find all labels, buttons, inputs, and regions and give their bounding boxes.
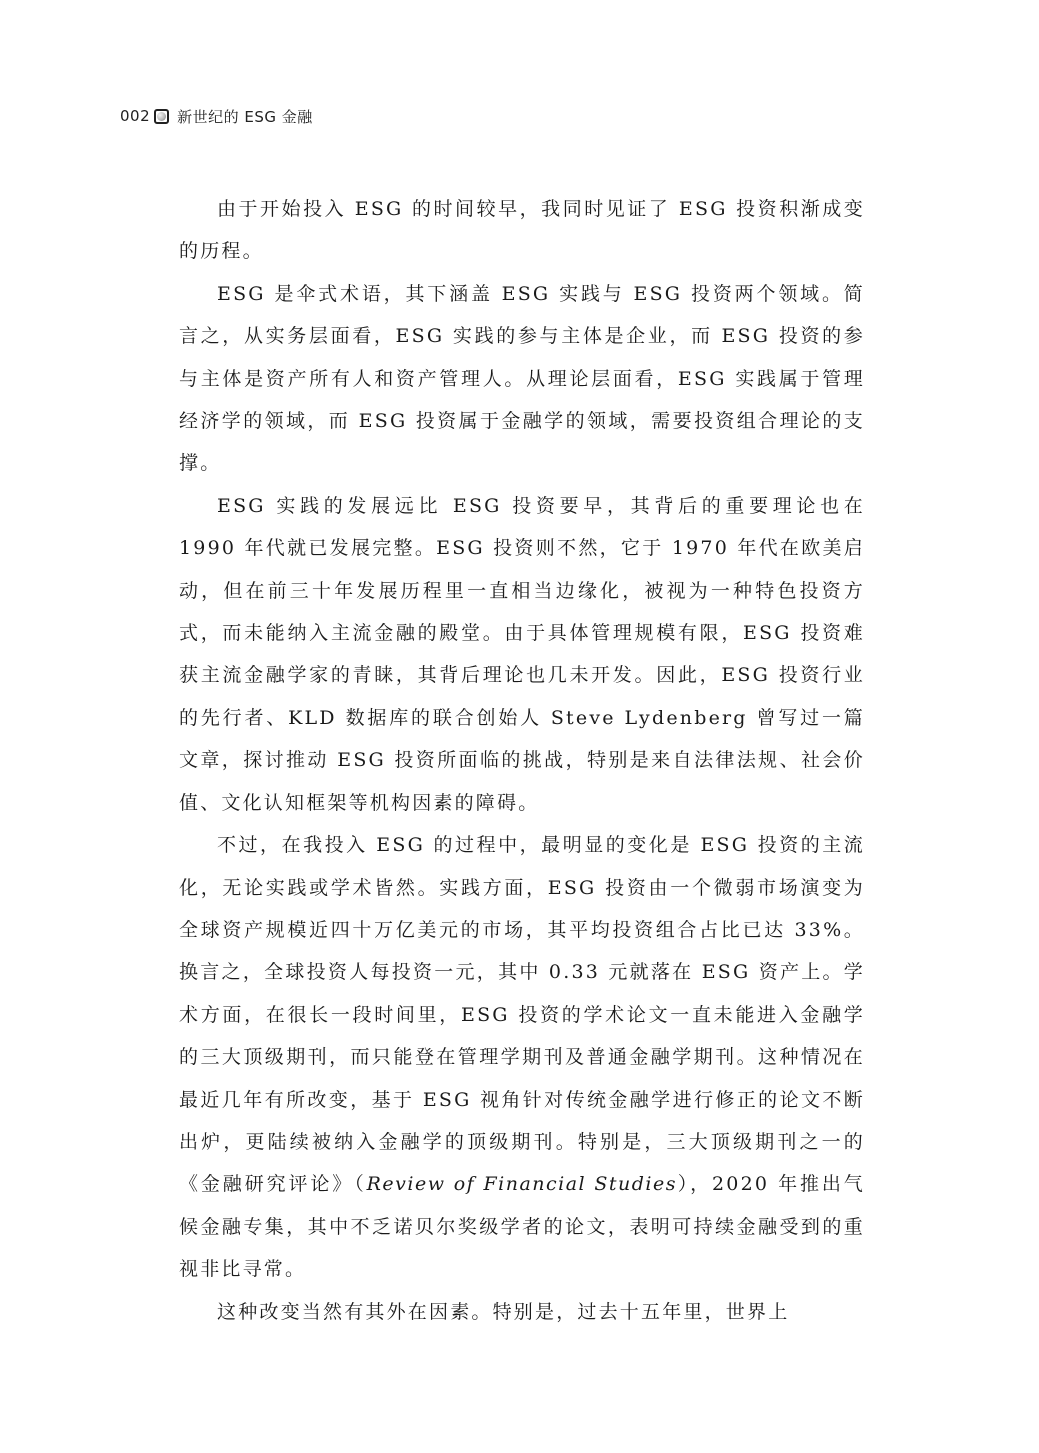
running-header	[120, 104, 313, 128]
paragraph: ESG 是伞式术语，其下涵盖 ESG 实践与 ESG 投资两个领域。简言之，从实务层面看，ESG 实践的参与主体是企业，而 ESG 投资的参与主体是资产所有人和资产管理人。从理论层面看，ESG 实践属于管理经济学的领域，而 ESG 投资属于金融学的领域，需要投资组合理论的支撑。	[179, 282, 865, 475]
paragraph	[179, 824, 865, 1290]
journal-title: Review of Financial Studies	[366, 1173, 677, 1196]
paragraph: 这种改变当然有其外在因素。特别是，过去十五年里，世界上	[217, 1300, 790, 1323]
running-title: 新世纪的 ESG 金融	[177, 107, 313, 126]
paragraph: 由于开始投入 ESG 的时间较早，我同时见证了 ESG 投资积渐成变的历程。	[179, 198, 865, 263]
page-number: 002	[120, 107, 151, 125]
paragraph: ESG 实践的发展远比 ESG 投资要早，其背后的重要理论也在 1990 年代就已发展完整。ESG 投资则不然，它于 1970 年代在欧美启动，但在前三十年发展历程里一直相当边缘化，被视为一种特色投资方式，而未能纳入主流金融的殿堂。由于具体管理规模有限，ESG 投资难获主流金融学家的青睐，其背后理论也几未开发。因此，ESG 投资行业的先行者、KLD 数据库的联合创始人 Steve Lydenberg 曾写过一篇文章，探讨推动 ESG 投资所面临的挑战，特别是来自法律法规、社会价值、文化认知框架等机构因素的障碍。	[179, 494, 865, 814]
paragraph-text: ），2020 年推出气候金融专集，其中不乏诺贝尔奖级学者的论文，表明可持续金融受到的重视非比寻常。	[179, 1173, 866, 1281]
body-text	[179, 188, 865, 1333]
paragraph-text: 不过，在我投入 ESG 的过程中，最明显的变化是 ESG 投资的主流化，无论实践或学术皆然。实践方面，ESG 投资由一个微弱市场演变为全球资产规模近四十万亿美元的市场，其平均投资组合占比已达 33%。换言之，全球投资人每投资一元，其中 0.33 元就落在 ESG 资产上。学术方面，在很长一段时间里，ESG 投资的学术论文一直未能进入金融学的三大顶级期刊，而只能登在管理学期刊及普通金融学期刊。这种情况在最近几年有所改变，基于 ESG 视角针对传统金融学进行修正的论文不断出炉，更陆续被纳入金融学的顶级期刊。特别是，三大顶级期刊之一的《金融研究评论》（	[179, 834, 865, 1196]
chapter-mark-icon	[154, 109, 169, 124]
